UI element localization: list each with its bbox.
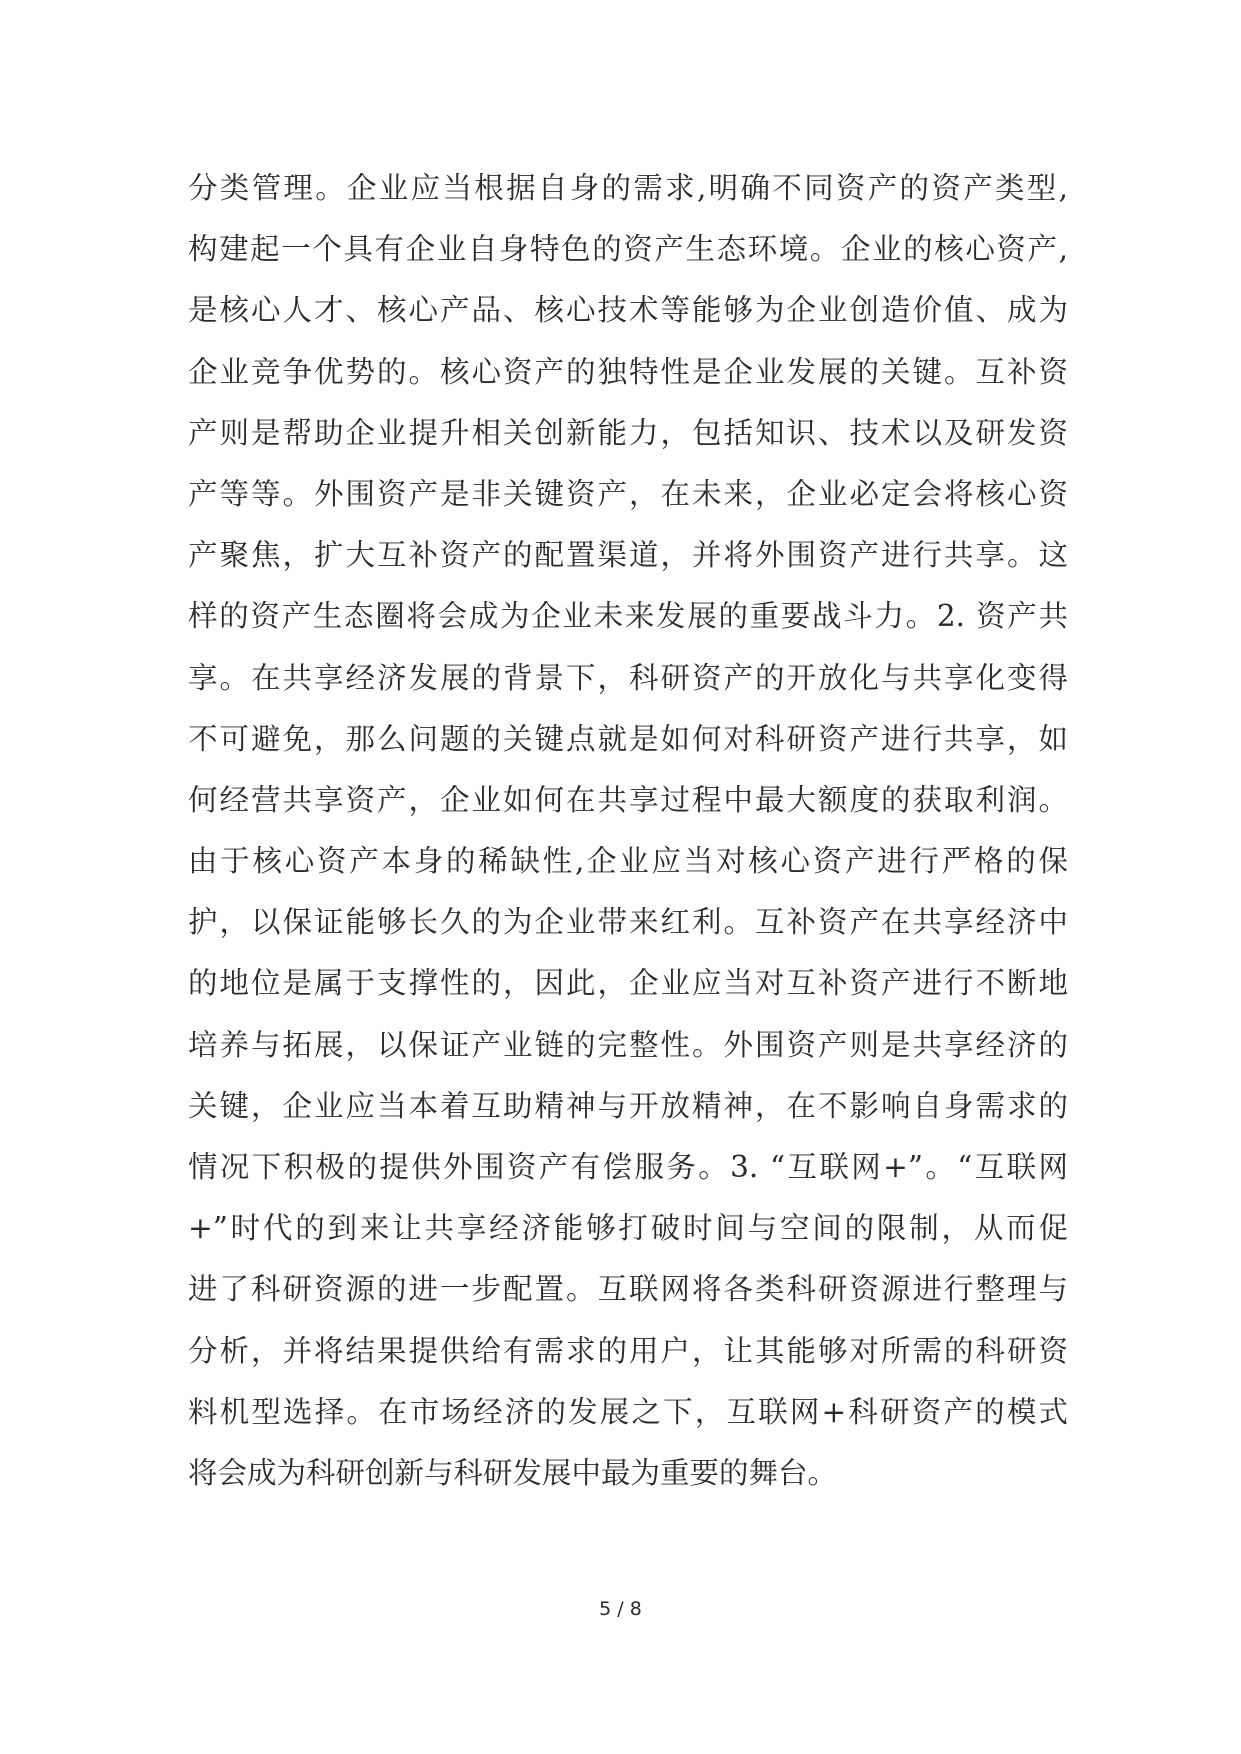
text-line: 产则是帮助企业提升相关创新能力，包括知识、技术以及研发资	[188, 415, 1068, 450]
text-line: 情况下积极的提供外围资产有偿服务。3. “互联网+”。“互联网	[188, 1150, 1068, 1184]
text-line: 由于核心资产本身的稀缺性,企业应当对核心资产进行严格的保	[188, 844, 1068, 879]
text-line: 不可避免，那么问题的关键点就是如何对科研资产进行共享，如	[188, 721, 1068, 756]
text-line: 产等等。外围资产是非关键资产，在未来，企业必定会将核心资	[188, 476, 1068, 511]
text-line: +”时代的到来让共享经济能够打破时间与空间的限制，从而促	[188, 1211, 1068, 1246]
text-line: 进了科研资源的进一步配置。互联网将各类科研资源进行整理与	[188, 1272, 1068, 1307]
text-line: 料机型选择。在市场经济的发展之下，互联网+科研资产的模式	[188, 1394, 1068, 1429]
text-line: 产聚焦，扩大互补资产的配置渠道，并将外围资产进行共享。这	[188, 538, 1068, 573]
body-text	[188, 158, 1068, 1504]
text-line: 享。在共享经济发展的背景下，科研资产的开放化与共享化变得	[188, 660, 1068, 695]
text-line: 是核心人才、核心产品、核心技术等能够为企业创造价值、成为	[188, 293, 1068, 328]
text-line: 的地位是属于支撑性的，因此，企业应当对互补资产进行不断地	[188, 966, 1068, 1001]
text-line: 构建起一个具有企业自身特色的资产生态环境。企业的核心资产,	[188, 232, 1068, 267]
text-line: 何经营共享资产，企业如何在共享过程中最大额度的获取利润。	[188, 782, 1068, 817]
text-line: 培养与拓展，以保证产业链的完整性。外围资产则是共享经济的	[188, 1027, 1068, 1062]
page-number: 5 / 8	[599, 1598, 642, 1620]
text-line: 分类管理。企业应当根据自身的需求,明确不同资产的资产类型,	[188, 171, 1068, 205]
text-line: 企业竞争优势的。核心资产的独特性是企业发展的关键。互补资	[188, 354, 1068, 389]
text-line: 将会成为科研创新与科研发展中最为重要的舞台。	[188, 1455, 838, 1490]
text-line: 护，以保证能够长久的为企业带来红利。互补资产在共享经济中	[188, 905, 1068, 940]
text-line: 关键，企业应当本着互助精神与开放精神，在不影响自身需求的	[188, 1088, 1068, 1123]
text-line: 分析，并将结果提供给有需求的用户，让其能够对所需的科研资	[188, 1333, 1068, 1368]
text-line: 样的资产生态圈将会成为企业未来发展的重要战斗力。2. 资产共	[188, 599, 1068, 634]
